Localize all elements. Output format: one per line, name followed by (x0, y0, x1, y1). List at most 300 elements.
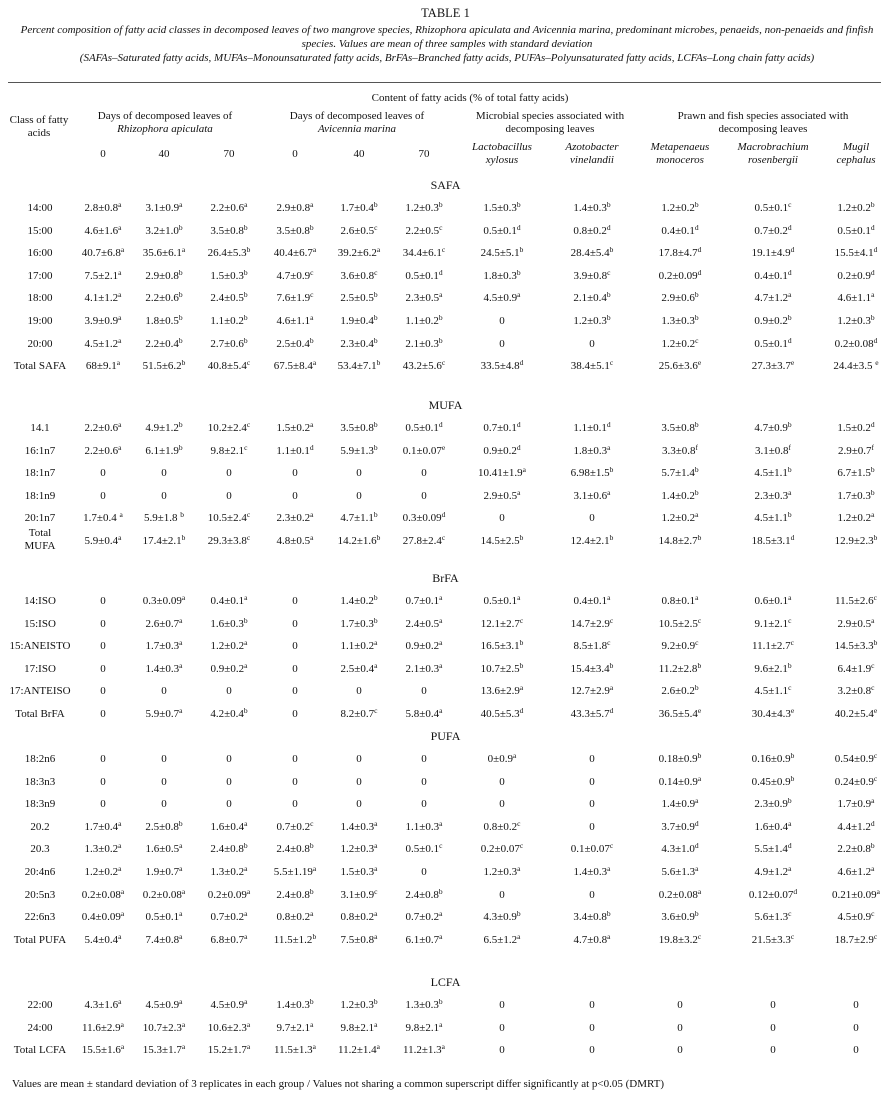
table-cell: 2.6±0.2$^b$ (661, 683, 699, 698)
table-cell: 5.6±1.3$^c$ (754, 909, 792, 924)
table-cell: 0.12±0.07$^d$ (748, 886, 798, 901)
table-cell: 1.7±0.4$^b$ (340, 200, 378, 214)
row-label: 18:00 (27, 292, 53, 305)
table-cell: 68±9.1$^a$ (85, 358, 121, 373)
row-label: 22:00 (27, 999, 53, 1011)
table-cell: 18.5±3.1$^d$ (751, 533, 795, 547)
table-cell: 4.7±0.8$^a$ (573, 931, 611, 946)
table-cell: 0.4±0.09$^a$ (81, 909, 125, 924)
section-heading-safa: SAFA (430, 178, 461, 192)
table-cell: 2.3±0.3$^a$ (754, 487, 792, 502)
row-label: 17:00 (27, 269, 53, 282)
table-cell: 0.54±0.9$^c$ (834, 751, 878, 765)
table-cell: 1.2±0.3$^b$ (405, 200, 443, 214)
row-label: 22:6n3 (24, 911, 56, 924)
table-cell: 0.7±0.2$^a$ (210, 909, 248, 924)
table-cell: 0 (589, 1044, 595, 1057)
table-cell: 0 (589, 337, 595, 350)
table-cell: 1.5±0.2$^a$ (276, 420, 314, 434)
table-cell: 3.9±0.9$^a$ (84, 313, 122, 327)
table-cell: 0 (853, 1021, 859, 1034)
table-cell: 2.1±0.3$^b$ (405, 335, 443, 350)
table-cell: 0 (292, 753, 298, 765)
class-header: Class of fatty acids (9, 114, 69, 139)
table-cell: 15.3±1.7$^a$ (142, 1042, 186, 1057)
table-cell: 30.4±4.3$^e$ (751, 706, 795, 720)
table-cell: 1.1±0.2$^b$ (405, 313, 443, 327)
col-a70: 70 (418, 148, 430, 160)
table-cell: 14.7±2.9$^c$ (570, 615, 614, 630)
table-cell: 3.5±0.8$^b$ (340, 420, 378, 434)
table-cell: 0 (499, 888, 505, 901)
table-cell: 10.7±2.5$^b$ (480, 660, 524, 675)
table-cell: 0.6±0.1$^a$ (754, 593, 792, 607)
table-cell: 5.8±0.4$^a$ (405, 706, 443, 720)
table-cell: 0.14±0.9$^a$ (658, 773, 702, 788)
table-cell: 12.1±2.7$^c$ (480, 615, 524, 630)
table-cell: 0 (100, 753, 106, 765)
table-cell: 3.7±0.9$^d$ (661, 818, 699, 833)
table-cell: 5.9±0.4$^a$ (84, 533, 122, 547)
table-cell: 3.1±0.8$^f$ (754, 442, 792, 457)
table-cell: 0.18±0.9$^b$ (658, 751, 702, 765)
table-cell: 4.5±0.9$^a$ (483, 290, 521, 305)
table-cell: 6.5±1.2$^a$ (483, 931, 521, 946)
table-cell: 1.9±0.4$^b$ (340, 313, 378, 327)
table-cell: 0.9±0.2$^a$ (405, 638, 443, 653)
table-cell: 15.4±3.4$^b$ (570, 660, 614, 675)
table-cell: 3.1±0.9$^c$ (340, 886, 378, 901)
table-cell: 1.7±0.4$^a$ (84, 818, 122, 833)
table-cell: 4.5±0.9$^c$ (837, 909, 875, 924)
row-label: 24:00 (27, 1021, 53, 1034)
table-cell: 1.6±0.5$^a$ (145, 841, 183, 856)
table-cell: 9.1±2.1$^c$ (754, 615, 792, 630)
table-cell: 2.2±0.6$^a$ (84, 420, 122, 434)
table-cell: 0.5±0.1$^c$ (754, 200, 792, 214)
table-cell: 2.9±0.5$^a$ (837, 615, 875, 630)
table-cell: 0 (589, 888, 595, 901)
table-cell: 11.2±1.4$^a$ (338, 1042, 380, 1057)
table-cell: 0.2±0.08$^d$ (834, 335, 878, 350)
table-cell: 0 (292, 798, 298, 811)
col-r40: 40 (158, 148, 170, 160)
section-heading-mufa: MUFA (428, 398, 463, 412)
table-cell: 6.1±0.7$^a$ (405, 931, 443, 946)
table-cell: 0 (421, 489, 427, 502)
table-cell: 34.4±6.1$^c$ (402, 245, 446, 260)
table-cell: 3.6±0.8$^c$ (340, 267, 378, 282)
table-cell: 2.9±0.8$^a$ (276, 200, 314, 214)
table-cell: 0.8±0.2$^c$ (483, 818, 521, 833)
table-cell: 12.4±2.1$^b$ (570, 533, 614, 547)
table-cell: 0.2±0.9$^d$ (837, 267, 875, 282)
table-cell: 11.5±2.6$^c$ (835, 593, 877, 607)
table-cell: 10.5±2.5$^c$ (658, 615, 702, 630)
table-cell: 8.2±0.7$^c$ (340, 706, 378, 720)
table-cell: 38.4±5.1$^c$ (570, 358, 614, 373)
table-cell: 0.7±0.1$^a$ (405, 593, 443, 607)
row-label: 19:00 (27, 315, 53, 327)
table-cell: 0 (421, 775, 427, 788)
table-cell: 1.2±0.3$^b$ (837, 313, 875, 327)
table-cell: 10.5±2.4$^c$ (207, 510, 251, 525)
table-cell: 26.4±5.3$^b$ (207, 245, 251, 260)
section-heading-lcfa: LCFA (430, 975, 461, 989)
table-cell: 2.2±0.6$^a$ (84, 442, 122, 457)
table-cell: 0 (421, 798, 427, 811)
row-label: 20:1n7 (24, 512, 56, 525)
table-cell: 2.2±0.4$^b$ (145, 335, 183, 350)
table-cell: 1.7±0.9$^a$ (837, 796, 875, 811)
table-cell: 1.2±0.2$^c$ (661, 335, 699, 350)
table-cell: 2.9±0.8$^b$ (145, 267, 183, 282)
table-cell: 21.5±3.3$^c$ (751, 931, 795, 946)
table-cell: 1.2±0.2$^a$ (210, 638, 248, 653)
table-cell: 4.3±1.0$^d$ (661, 841, 699, 856)
row-label: 18:3n9 (24, 798, 56, 811)
table-cell: 1.1±0.3$^a$ (405, 818, 443, 833)
table-cell: 11.1±2.7$^c$ (752, 638, 794, 653)
table-cell: 0.2±0.08$^a$ (658, 886, 702, 901)
table-cell: 1.1±0.1$^d$ (276, 442, 314, 457)
table-cell: 3.5±0.8$^b$ (661, 420, 699, 434)
table-cell: 6.4±1.9$^c$ (837, 660, 875, 675)
table-cell: 1.2±0.2$^a$ (837, 510, 875, 525)
table-cell: 0 (292, 708, 298, 720)
microbe-header: Microbial species associated with decomposing leaves (475, 110, 625, 135)
table-cell: 0.8±0.2$^a$ (340, 909, 378, 924)
table-cell: 14.5±3.3$^b$ (834, 638, 878, 653)
table-cell: 0 (499, 1021, 505, 1034)
table-cell: 3.9±0.8$^c$ (573, 267, 611, 282)
row-label: 20.3 (30, 843, 50, 856)
table-cell: 1.4±0.2$^b$ (661, 487, 699, 502)
table-cell: 11.5±1.2$^b$ (273, 931, 317, 946)
row-label: 20:4n6 (24, 866, 56, 878)
avicennia-header: Days of decomposed leaves of Avicennia marina (289, 110, 425, 135)
table-cell: 0.1±0.07$^c$ (570, 841, 614, 856)
table-cell: 0 (499, 798, 505, 811)
table-cell: 1.1±0.2$^a$ (340, 638, 378, 653)
table-cell: 4.7±0.9$^c$ (276, 267, 314, 282)
table-cell: 14.8±2.7$^b$ (658, 533, 702, 547)
table-cell: 1.5±0.3$^b$ (483, 200, 521, 214)
table-cell: 5.9±1.3$^b$ (340, 442, 378, 457)
table-cell: 11.2±2.8$^b$ (658, 660, 702, 675)
table-cell: 9.8±2.1$^a$ (405, 1019, 443, 1034)
table-cell: 0 (770, 1044, 776, 1057)
table-cell: 4.6±1.2$^a$ (837, 864, 875, 878)
table-cell: 1.2±0.3$^b$ (573, 313, 611, 327)
table-cell: 0 (226, 489, 232, 502)
table-cell: 1.5±0.3$^b$ (210, 267, 248, 282)
table-cell: 0 (499, 512, 505, 525)
table-cell: 0.8±0.1$^a$ (661, 593, 699, 607)
table-cell: 24.5±5.1$^b$ (480, 245, 524, 260)
table-cell: 0 (499, 1044, 505, 1057)
table-cell: 12.7±2.9$^a$ (570, 683, 614, 698)
table-cell: 4.8±0.5$^a$ (276, 533, 314, 547)
table-cell: 4.5±1.1$^c$ (754, 683, 792, 698)
table-cell: 2.1±0.3$^a$ (405, 660, 443, 675)
table-cell: 0.5±0.1$^a$ (145, 909, 183, 924)
table-cell: 0 (226, 685, 232, 698)
table-cell: 1.3±0.3$^b$ (661, 313, 699, 327)
table-cell: 0 (292, 489, 298, 502)
table-cell: 0 (100, 798, 106, 811)
table-cell: 3.2±0.8$^c$ (837, 683, 875, 698)
row-label: Total MUFA (24, 527, 56, 552)
table-cell: 14.2±1.6$^b$ (337, 533, 381, 547)
table-cell: 2.5±0.4$^a$ (340, 660, 378, 675)
table-cell: 1.4±0.3$^a$ (573, 864, 611, 878)
table-cell: 10.41±1.9$^a$ (478, 465, 526, 480)
table-cell: 40.5±5.3$^d$ (480, 706, 524, 720)
table-cell: 3.2±1.0$^b$ (145, 222, 183, 237)
table-cell: 3.5±0.8$^b$ (210, 222, 248, 237)
table-cell: 6.1±1.9$^b$ (145, 442, 183, 457)
table-cell: 0.4±0.1$^d$ (754, 267, 792, 282)
table-cell: 0 (677, 1021, 683, 1034)
table-cell: 0 (226, 467, 232, 480)
table-cell: 0.8±0.2$^d$ (573, 222, 611, 237)
col-lactobacillus: Lactobacillus xylosus (472, 141, 532, 166)
table-cell: 0 (100, 467, 106, 480)
table-cell: 10.2±2.4$^c$ (207, 420, 251, 434)
table-cell: 6.7±1.5$^b$ (837, 465, 875, 480)
table-cell: 16.5±3.1$^b$ (480, 638, 524, 653)
caption-line-1: Percent composition of fatty acid classes in decomposed leaves of two mangrove species, Rhizophora apiculata and Avicennia marina, predominant microbes, penaeids, non-penaeids and finfish species. Values are mean of three samples with standard deviation (20, 24, 874, 50)
table-cell: 1.5±0.2$^d$ (837, 420, 875, 434)
table-cell: 0.1±0.07$^e$ (402, 442, 446, 457)
table-cell: 0 (356, 467, 362, 480)
table-cell: 10.7±2.3$^a$ (142, 1019, 186, 1034)
table-cell: 0 (292, 662, 298, 675)
table-cell: 7.6±1.9$^c$ (276, 290, 314, 305)
table-cell: 2.4±0.5$^a$ (405, 615, 443, 630)
table-cell: 5.5±1.4$^d$ (754, 841, 792, 856)
table-cell: 2.2±0.5$^c$ (405, 222, 443, 237)
table-cell: 0 (356, 775, 362, 788)
table-cell: 2.9±0.5$^a$ (483, 487, 521, 502)
table-cell: 2.3±0.5$^a$ (405, 290, 443, 305)
table-cell: 0.45±0.9$^b$ (751, 773, 795, 788)
row-label: Total SAFA (13, 360, 67, 373)
table-cell: 7.5±0.8$^a$ (340, 931, 378, 946)
table-cell: 1.7±0.3$^b$ (837, 487, 875, 502)
table-cell: 0.8±0.2$^a$ (276, 909, 314, 924)
table-cell: 0 (100, 662, 106, 675)
table-cell: 40.2±5.4$^e$ (834, 706, 878, 720)
row-label: Total BrFA (15, 708, 65, 720)
table-cell: 3.6±0.9$^b$ (661, 909, 699, 924)
table-cell: 2.5±0.8$^b$ (145, 818, 183, 833)
table-cell: 0 (589, 1021, 595, 1034)
section-heading-pufa: PUFA (430, 729, 461, 743)
table-cell: 15.5±4.1$^d$ (834, 245, 878, 260)
col-metapenaeus: Metapenaeus monoceros (650, 141, 710, 166)
col-macrobrachium: Macrobrachium rosenbergii (737, 141, 809, 166)
table-title: TABLE 1 (421, 6, 470, 20)
row-label: 20:00 (27, 337, 53, 350)
table-cell: 5.5±1.19$^a$ (273, 864, 317, 878)
table-cell: 40.4±6.7$^a$ (273, 245, 317, 260)
table-cell: 4.6±1.6$^a$ (84, 222, 122, 237)
table-cell: 4.6±1.1$^a$ (837, 290, 875, 305)
table-cell: 0 (853, 999, 859, 1011)
table-cell: 2.3±0.2$^a$ (276, 510, 314, 525)
table-cell: 4.3±1.6$^a$ (84, 997, 122, 1011)
table-cell: 0.3±0.09$^a$ (142, 593, 186, 607)
table-cell: 0.7±0.1$^d$ (483, 420, 521, 434)
table-cell: 0 (100, 640, 106, 653)
table-cell: 11.6±2.9$^a$ (82, 1019, 124, 1034)
table-cell: 1.9±0.7$^a$ (145, 864, 183, 878)
table-cell: 1.5±0.3$^a$ (340, 864, 378, 878)
table-cell: 11.2±1.3$^a$ (403, 1042, 445, 1057)
table-cell: 0.9±0.2$^b$ (754, 313, 792, 327)
table-cell: 29.3±3.8$^c$ (207, 533, 251, 547)
table-cell: 0 (292, 617, 298, 630)
table-cell: 0 (292, 467, 298, 480)
row-label: 17:ANTEISO (9, 685, 71, 698)
table-cell: 1.6±0.3$^b$ (210, 615, 248, 630)
table-cell: 27.8±2.4$^c$ (402, 533, 446, 547)
table-cell: 4.5±1.2$^a$ (84, 335, 122, 350)
table-cell: 1.2±0.2$^a$ (661, 510, 699, 525)
table-cell: 0.7±0.2$^c$ (276, 818, 314, 833)
table-cell: 6.8±0.7$^a$ (210, 931, 248, 946)
table-cell: 43.3±5.7$^d$ (570, 706, 614, 720)
col-a40: 40 (353, 148, 365, 160)
table-cell: 0 (770, 1021, 776, 1034)
table-cell: 5.6±1.3$^a$ (661, 864, 699, 878)
table-cell: 4.3±0.9$^b$ (483, 909, 521, 924)
table-cell: 1.7±0.3$^b$ (340, 615, 378, 630)
table-cell: 0.9±0.2$^a$ (210, 660, 248, 675)
table-cell: 5.9±0.7$^a$ (145, 706, 183, 720)
table-cell: 0 (100, 489, 106, 502)
table-cell: 3.1±0.9$^a$ (145, 200, 183, 214)
row-label: 14:00 (27, 202, 53, 214)
row-label: 18:2n6 (24, 753, 56, 765)
table-cell: 1.8±0.3$^b$ (483, 267, 521, 282)
col-r0: 0 (100, 148, 106, 160)
table-cell: 0 (589, 753, 595, 765)
table-cell: 15.2±1.7$^a$ (207, 1042, 251, 1057)
table-cell: 2.4±0.8$^b$ (210, 841, 248, 856)
table-cell: 0.2±0.07$^c$ (480, 841, 524, 856)
table-cell: 0 (677, 999, 683, 1011)
table-cell: 0 (226, 775, 232, 788)
table-cell: 4.4±1.2$^d$ (837, 818, 875, 833)
table-cell: 0.5±0.1$^d$ (754, 335, 792, 350)
table-cell: 0.4±0.1$^d$ (661, 222, 699, 237)
table-cell: 1.8±0.5$^b$ (145, 313, 183, 327)
table-cell: 35.6±6.1$^a$ (142, 245, 186, 260)
table-cell: 0 (161, 753, 167, 765)
table-cell: 1.2±0.2$^b$ (661, 200, 699, 214)
row-label: Total PUFA (13, 933, 67, 946)
table-cell: 25.6±3.6$^e$ (658, 358, 702, 373)
table-cell: 1.4±0.3$^b$ (276, 997, 314, 1011)
table-cell: 4.1±1.2$^a$ (84, 290, 122, 305)
table-cell: 11.5±1.3$^a$ (274, 1042, 316, 1057)
table-cell: 0 (226, 753, 232, 765)
table-cell: 0 (292, 685, 298, 698)
table-caption (16, 23, 878, 65)
table-cell: 9.8±2.1$^a$ (340, 1019, 378, 1034)
table-cell: 0.2±0.08$^a$ (142, 886, 186, 901)
table-cell: 0 (677, 1044, 683, 1057)
row-label: 15:00 (27, 224, 53, 237)
table-cell: 53.4±7.1$^b$ (337, 358, 381, 373)
table-cell: 5.7±1.4$^b$ (661, 465, 699, 480)
table-cell: 0 (421, 866, 427, 878)
table-cell: 0 (100, 617, 106, 630)
table-cell: 1.2±0.2$^a$ (84, 864, 122, 878)
table-cell: 2.2±0.6$^b$ (145, 290, 183, 305)
table-cell: 17.8±4.7$^d$ (658, 245, 702, 260)
table-cell: 0.16±0.9$^b$ (751, 751, 795, 765)
table-cell: 1.3±0.2$^a$ (84, 841, 122, 856)
table-cell: 1.1±0.1$^d$ (573, 420, 611, 434)
table-cell: 5.4±0.4$^a$ (84, 931, 122, 946)
table-cell: 4.7±1.1$^b$ (340, 510, 378, 525)
fish-header: Prawn and fish species associated with decomposing leaves (677, 110, 849, 135)
table-cell: 0 (100, 595, 106, 607)
table-cell: 0.21±0.09$^a$ (832, 886, 880, 901)
table-cell: 4.9±1.2$^b$ (145, 420, 183, 434)
table-cell: 1.6±0.4$^a$ (754, 818, 792, 833)
col-azotobacter: Azotobacter vinelandii (565, 141, 619, 166)
table-cell: 0.5±0.1$^d$ (837, 222, 875, 237)
table-cell: 0 (499, 999, 505, 1011)
table-cell: 0.2±0.09$^a$ (207, 886, 251, 901)
table-cell: 0.5±0.1$^d$ (405, 420, 443, 434)
table-cell: 4.2±0.4$^b$ (210, 706, 248, 720)
top-rule (8, 82, 881, 83)
section-heading-brfa: BrFA (432, 571, 459, 585)
table-cell: 36.5±5.4$^e$ (658, 706, 702, 720)
table-cell: 10.6±2.3$^a$ (207, 1019, 251, 1034)
table-cell: 0.5±0.1$^c$ (405, 841, 443, 856)
table-cell: 7.5±2.1$^a$ (84, 267, 122, 282)
col-r70: 70 (223, 148, 235, 160)
table-cell: 1.2±0.3$^a$ (340, 841, 378, 856)
table-cell: 1.7±0.3$^a$ (145, 638, 183, 653)
table-cell: 0 (589, 820, 595, 833)
table-cell: 1.7±0.4 $^a$ (83, 510, 123, 525)
table-cell: 8.5±1.8$^c$ (573, 638, 611, 653)
row-label: 17:ISO (24, 662, 56, 675)
table-cell: 0 (161, 798, 167, 811)
table-cell: 0.2±0.09$^d$ (658, 267, 702, 282)
table-cell: 24.4±3.5 $^e$ (833, 358, 879, 373)
table-cell: 3.1±0.6$^a$ (573, 487, 611, 502)
table-cell: 0.5±0.1$^d$ (405, 267, 443, 282)
table-cell: 2.4±0.8$^b$ (276, 886, 314, 901)
table-cell: 7.4±0.8$^a$ (145, 931, 183, 946)
table-cell: 0 (100, 775, 106, 788)
table-cell: 2.6±0.5$^c$ (340, 222, 378, 237)
table-cell: 0 (161, 467, 167, 480)
table-cell: 1.2±0.3$^b$ (340, 997, 378, 1011)
table-cell: 0.24±0.9$^c$ (834, 773, 878, 788)
table-cell: 1.8±0.3$^a$ (573, 442, 611, 457)
row-label: 18:3n3 (24, 775, 56, 788)
